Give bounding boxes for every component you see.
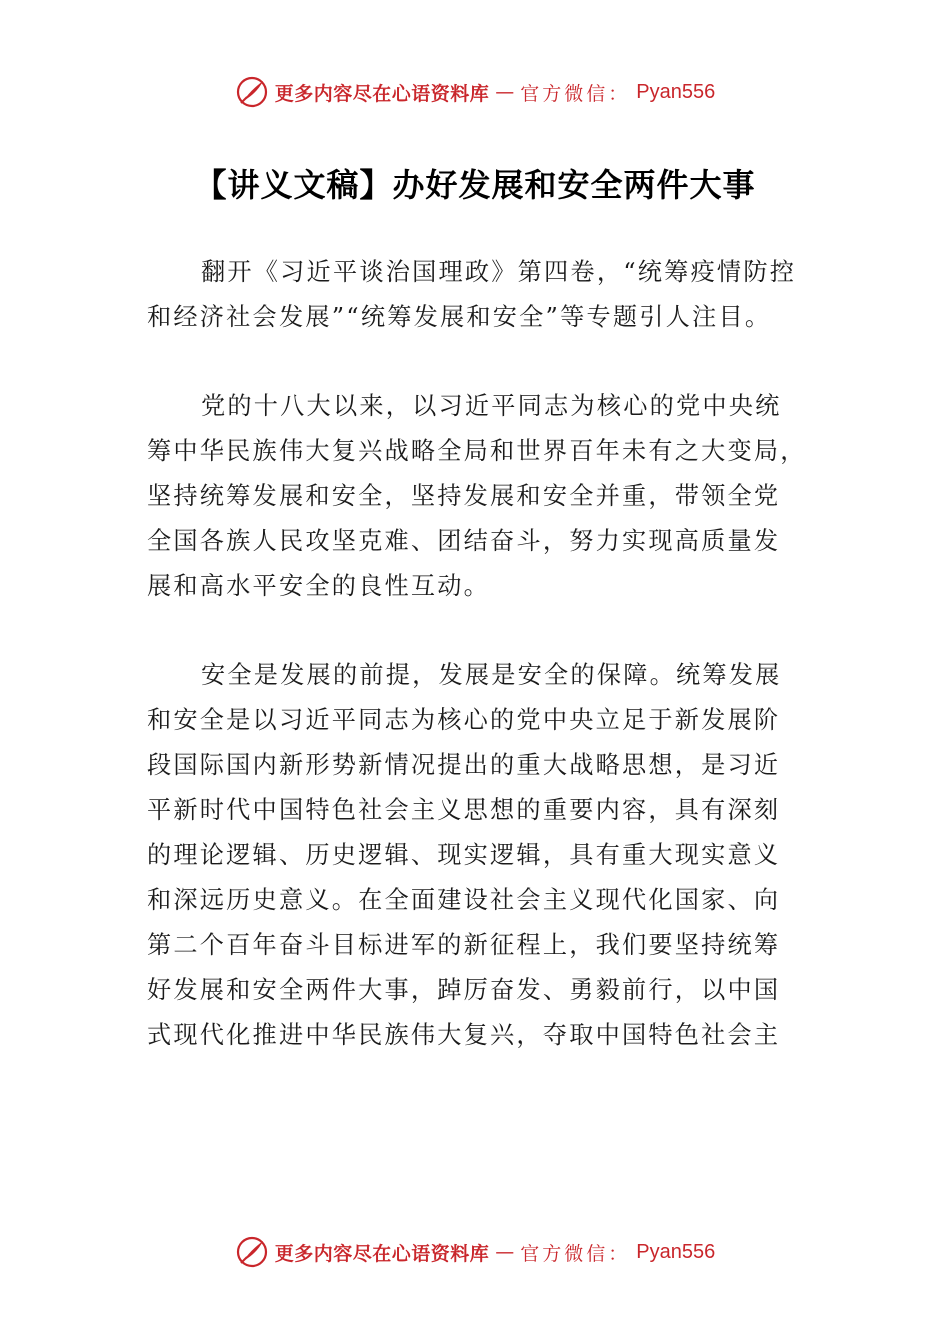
paragraph-2-line-1: 党的十八大以来，以习近平同志为核心的党中央统 <box>201 392 782 420</box>
watermark-wechat-id: Pyan556 <box>636 80 716 103</box>
watermark-official-label: 官方微信： <box>520 82 631 105</box>
paragraph-3-line-8: 好发展和安全两件大事，踔厉奋发、勇毅前行，以中国 <box>147 976 781 1004</box>
quill-circle-logo-icon <box>235 75 269 109</box>
paragraph-spacer <box>147 609 809 653</box>
paragraph-3-line-6: 和深远历史意义。在全面建设社会主义现代化国家、向 <box>147 886 781 914</box>
paragraph-1-line-2: 和经济社会发展”“统筹发展和安全”等专题引人注目。 <box>147 303 772 331</box>
paragraph-3-line-3: 段国际国内新形势新情况提出的重大战略思想，是习近 <box>147 751 781 779</box>
watermark-main-text: 更多内容尽在心语资料库 <box>274 82 490 105</box>
quill-circle-logo-icon <box>235 1235 269 1269</box>
paragraph-3-line-4: 平新时代中国特色社会主义思想的重要内容，具有深刻 <box>147 796 781 824</box>
paragraph-1-line-1: 翻开《习近平谈治国理政》第四卷，“统筹疫情防控 <box>201 258 797 286</box>
watermark-main-text: 更多内容尽在心语资料库 <box>274 1242 490 1265</box>
watermark-wechat-id: Pyan556 <box>636 1240 716 1263</box>
paragraph-2-line-5: 展和高水平安全的良性互动。 <box>147 572 491 600</box>
paragraph-3-line-5: 的理论逻辑、历史逻辑、现实逻辑，具有重大现实意义 <box>147 841 781 869</box>
header-watermark <box>0 72 950 112</box>
paragraph-3-line-1: 安全是发展的前提，发展是安全的保障。统筹发展 <box>201 661 782 689</box>
paragraph-3-line-9: 式现代化推进中华民族伟大复兴，夺取中国特色社会主 <box>147 1021 781 1049</box>
document-title: 【讲义文稿】办好发展和安全两件大事 <box>194 166 756 204</box>
footer-watermark <box>0 1232 950 1272</box>
watermark-dash: — <box>495 81 515 103</box>
watermark-dash: — <box>495 1241 515 1263</box>
paragraph-3-line-2: 和安全是以习近平同志为核心的党中央立足于新发展阶 <box>147 706 781 734</box>
document-body <box>147 250 809 1058</box>
paragraph-2-line-3: 坚持统筹发展和安全，坚持发展和安全并重，带领全党 <box>147 482 781 510</box>
paragraph-spacer <box>147 340 809 384</box>
paragraph-3-line-7: 第二个百年奋斗目标进军的新征程上，我们要坚持统筹 <box>147 931 781 959</box>
paragraph-2-line-2: 筹中华民族伟大复兴战略全局和世界百年未有之大变局， <box>147 437 807 465</box>
watermark-official-label: 官方微信： <box>520 1242 631 1265</box>
paragraph-2-line-4: 全国各族人民攻坚克难、团结奋斗，努力实现高质量发 <box>147 527 781 555</box>
